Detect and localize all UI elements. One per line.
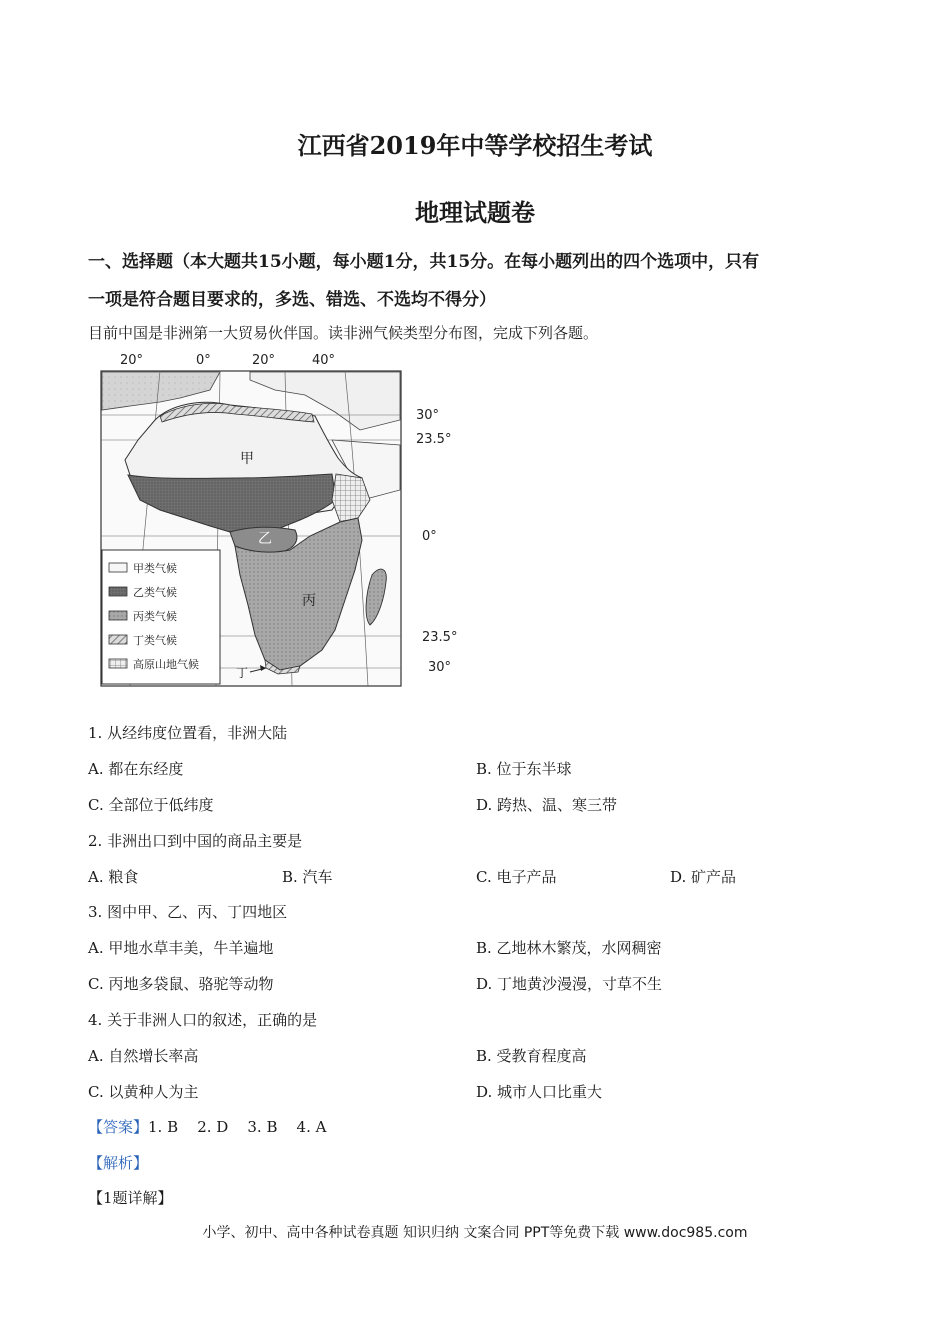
lon-label: 0° bbox=[196, 353, 211, 368]
option-b: B. 汽车 bbox=[282, 868, 333, 886]
question-stem: 2. 非洲出口到中国的商品主要是 bbox=[88, 832, 303, 850]
legend-item: 甲类气候 bbox=[133, 562, 177, 575]
lon-label: 20° bbox=[120, 353, 144, 368]
lon-label: 40° bbox=[312, 353, 336, 368]
lat-label: 30° bbox=[428, 660, 452, 675]
question-stem: 4. 关于非洲人口的叙述，正确的是 bbox=[88, 1011, 318, 1029]
region-label-ding: 丁 bbox=[236, 666, 249, 680]
option-a: A. 甲地水草丰美，牛羊遍地 bbox=[88, 939, 274, 957]
section-heading-line2: 一项是符合题目要求的，多选、错选、不选均不得分） bbox=[88, 290, 496, 310]
option-c: C. 以黄种人为主 bbox=[88, 1083, 199, 1101]
exam-subtitle: 地理试题卷 bbox=[415, 198, 535, 227]
option-b: B. 乙地林木繁茂，水网稠密 bbox=[476, 939, 662, 957]
option-d: D. 城市人口比重大 bbox=[476, 1083, 603, 1101]
lon-label: 20° bbox=[252, 353, 276, 368]
option-d: D. 跨热、温、寒三带 bbox=[476, 796, 618, 814]
option-b: B. 位于东半球 bbox=[476, 760, 572, 778]
answer-text: 1. B 2. D 3. B 4. A bbox=[148, 1118, 327, 1136]
option-a: A. 都在东经度 bbox=[88, 760, 184, 778]
footer-text: 小学、初中、高中各种试卷真题 知识归纳 文案合同 PPT等免费下载 www.doc985.com bbox=[202, 1225, 748, 1241]
intro-text: 目前中国是非洲第一大贸易伙伴国。读非洲气候类型分布图，完成下列各题。 bbox=[88, 324, 599, 342]
option-d: D. 丁地黄沙漫漫，寸草不生 bbox=[476, 975, 663, 993]
answer-line bbox=[88, 1116, 326, 1137]
legend-item: 丁类气候 bbox=[133, 634, 177, 647]
lat-label: 23.5° bbox=[422, 630, 458, 645]
lat-label: 0° bbox=[422, 529, 437, 544]
option-c: C. 丙地多袋鼠、骆驼等动物 bbox=[88, 975, 274, 993]
lat-label: 30° bbox=[416, 408, 440, 423]
answer-tag: 【答案】 bbox=[88, 1118, 149, 1136]
legend-item: 乙类气候 bbox=[133, 586, 177, 599]
africa-climate-map bbox=[100, 350, 470, 695]
option-a: A. 自然增长率高 bbox=[88, 1047, 199, 1065]
question-stem: 1. 从经纬度位置看，非洲大陆 bbox=[88, 724, 288, 742]
option-a: A. 粮食 bbox=[88, 868, 139, 886]
question-stem: 3. 图中甲、乙、丙、丁四地区 bbox=[88, 903, 288, 921]
option-b: B. 受教育程度高 bbox=[476, 1047, 587, 1065]
legend-item: 丙类气候 bbox=[133, 610, 177, 623]
region-label-jia: 甲 bbox=[240, 451, 254, 467]
lat-label: 23.5° bbox=[416, 432, 452, 447]
analysis-detail-heading: 【1题详解】 bbox=[88, 1189, 173, 1207]
region-label-yi: 乙 bbox=[258, 531, 272, 547]
region-label-bing: 丙 bbox=[302, 593, 316, 609]
option-c: C. 全部位于低纬度 bbox=[88, 796, 214, 814]
option-c: C. 电子产品 bbox=[476, 868, 557, 886]
analysis-tag: 【解析】 bbox=[88, 1154, 149, 1172]
option-d: D. 矿产品 bbox=[670, 868, 737, 886]
legend-item: 高原山地气候 bbox=[133, 658, 199, 671]
exam-title: 江西省2019年中等学校招生考试 bbox=[297, 131, 653, 160]
section-heading-line1: 一、选择题（本大题共15小题，每小题1分，共15分。在每小题列出的四个选项中，只有 bbox=[88, 252, 760, 272]
